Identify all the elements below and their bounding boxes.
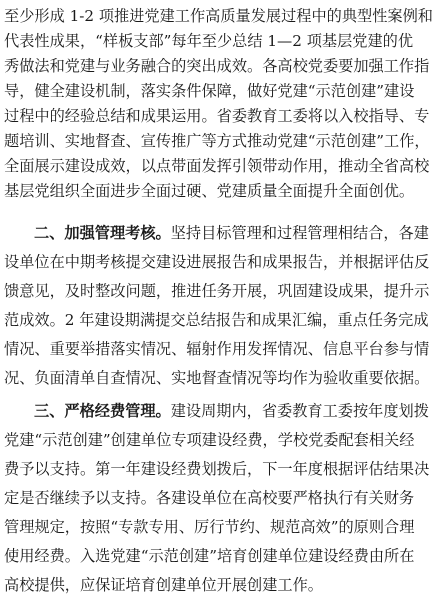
text-line: 至少形成 1-2 项推进党建工作高质量发展过程中的典型性案例和 bbox=[4, 7, 433, 25]
text-run: 坚持目标管理和过程管理相结合，各建 bbox=[170, 224, 429, 242]
text-line: 题培训、实地督查、宣传推广等方式推动党建“示范创建”工作， bbox=[4, 132, 430, 150]
text-line: 管理规定，按照“专款专用、厉行节约、规范高效”的原则合理 bbox=[4, 518, 415, 536]
text-line: 全面展示建设成效，以点带面发挥引领带动作用，推动全省高校 bbox=[4, 157, 430, 175]
text-line: 设单位在中期考核提交建设进展报告和成果报告，并根据评估反 bbox=[4, 253, 430, 271]
text-line: 过程中的经验总结和成果运用。省委教育工委将以入校指导、专 bbox=[4, 107, 430, 125]
section-heading: 二、加强管理考核。 bbox=[34, 224, 171, 242]
text-line: 费予以支持。第一年建设经费划拨后，下一年度根据评估结果决 bbox=[4, 460, 430, 478]
section-first-line bbox=[0, 223, 429, 243]
text-line: 况、负面清单自查情况、实地督查情况等均作为验收重要依据。 bbox=[4, 369, 430, 387]
text-line: 党建“示范创建”创建单位专项建设经费，学校党委配套相关经 bbox=[4, 431, 415, 449]
text-line: 代表性成果，“样板支部”每年至少总结 1—2 项基层党建的优 bbox=[4, 32, 414, 50]
text-line: 定是否继续予以支持。各建设单位在高校要严格执行有关财务 bbox=[4, 489, 415, 507]
text-line: 情况、重要举措落实情况、辐射作用发挥情况、信息平台参与情 bbox=[4, 340, 430, 358]
text-line: 馈意见，及时整改问题，推进任务开展，巩固建设成果，提升示 bbox=[4, 282, 430, 300]
text-line: 高校提供，应保证培育创建单位开展创建工作。 bbox=[4, 576, 323, 594]
section-first-line bbox=[0, 401, 429, 421]
text-line: 范成效。2 年建设期满提交总结报告和成果汇编，重点任务完成 bbox=[4, 311, 429, 329]
text-line: 导，健全建设机制，落实条件保障，做好党建“示范创建”建设 bbox=[4, 82, 415, 100]
text-line: 基层党组织全面进步全面过硬、党建质量全面提升全面创优。 bbox=[4, 182, 415, 200]
section-heading: 三、严格经费管理。 bbox=[34, 402, 171, 420]
text-line: 使用经费。入选党建“示范创建”培育创建单位建设经费由所在 bbox=[4, 547, 415, 565]
text-run: 建设周期内，省委教育工委按年度划拨 bbox=[170, 402, 429, 420]
text-line: 秀做法和党建与业务融合的突出成效。各高校党委要加强工作指 bbox=[4, 57, 430, 75]
